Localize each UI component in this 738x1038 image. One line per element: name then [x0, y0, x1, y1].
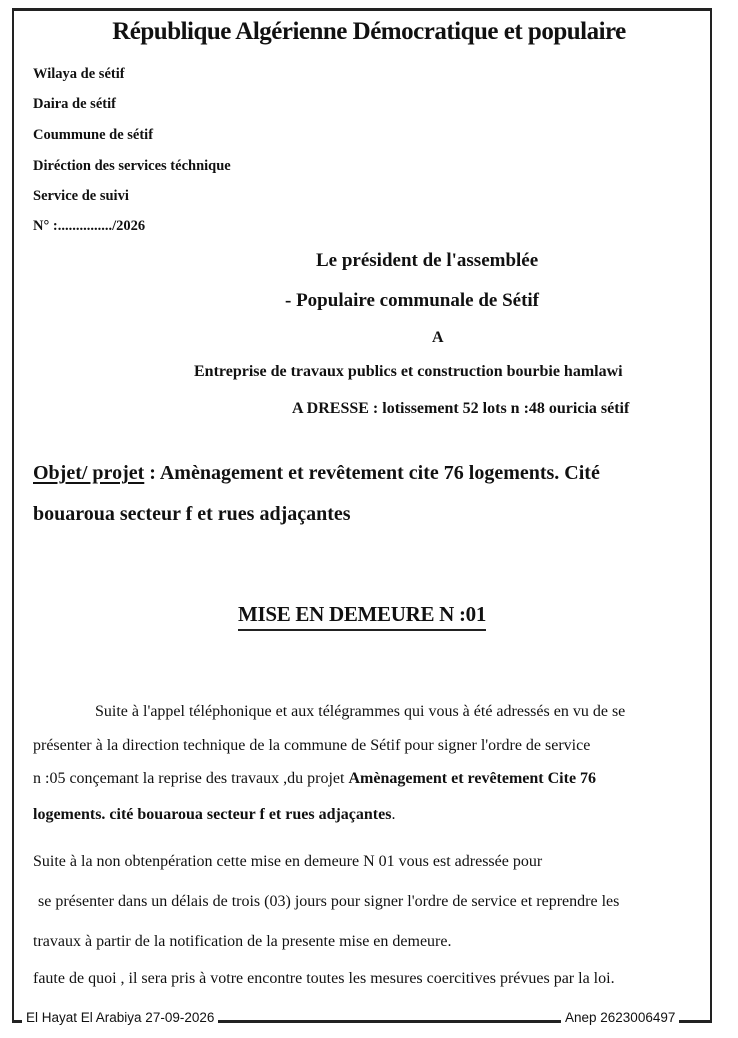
body-line-4-end: . [391, 806, 396, 823]
footer-publication: El Hayat El Arabiya 27-09-2026 [22, 1010, 218, 1025]
recipient-address: A DRESSE : lotissement 52 lots n :48 ouricia sétif [292, 400, 630, 417]
body-paragraph-3-line-1: faute de quoi , il sera pris à votre encontre toutes les mesures coercitives prévues par la loi. [33, 970, 615, 987]
body-paragraph-2-line-2: se présenter dans un délais de trois (03) jours pour signer l'ordre de service et reprendre les [38, 893, 620, 910]
recipient-company: Entreprise de travaux publics et construction bourbie hamlawi [194, 363, 623, 380]
header-reference-number: N° :.............../2026 [33, 218, 146, 234]
body-line-3-text: n :05 conçemant la reprise des travaux ,du projet [33, 770, 349, 787]
body-paragraph-1-line-1: Suite à l'appel téléphonique et aux télégrammes qui vous à été adressés en vu de se [95, 703, 626, 720]
recipient-to: A [432, 329, 444, 346]
body-line-4-project: logements. cité bouaroua secteur f et rues adjaçantes [33, 806, 392, 823]
body-paragraph-1-line-4 [33, 806, 395, 824]
header-direction: Diréction des services téchnique [33, 158, 231, 174]
sender-line-1: Le président de l'assemblée [316, 250, 539, 271]
subject-line-1 [33, 462, 600, 485]
header-service: Service de suivi [33, 188, 129, 204]
sender-line-2: - Populaire communale de Sétif [285, 290, 540, 311]
subject-line-2: bouaroua secteur f et rues adjaçantes [33, 503, 351, 525]
subject-text: : Amènagement et revêtement cite 76 logements. Cité [144, 462, 600, 484]
notice-title: MISE EN DEMEURE N :01 [238, 602, 486, 631]
document-title: République Algérienne Démocratique et populaire [112, 18, 626, 45]
body-paragraph-1-line-2: présenter à la direction technique de la commune de Sétif pour signer l'ordre de service [33, 737, 591, 754]
header-wilaya: Wilaya de sétif [33, 66, 125, 82]
footer-anep-reference: Anep 2623006497 [561, 1010, 679, 1025]
subject-label: Objet/ projet [33, 462, 145, 484]
body-paragraph-1-line-3 [33, 770, 596, 788]
body-paragraph-2-line-3: travaux à partir de la notification de la presente mise en demeure. [33, 933, 452, 950]
body-paragraph-2-line-1: Suite à la non obtenpération cette mise en demeure N 01 vous est adressée pour [33, 853, 543, 870]
body-line-3-project: Amènagement et revêtement Cite 76 [348, 770, 597, 787]
header-daira: Daira de sétif [33, 96, 116, 112]
header-commune: Coummune de sétif [33, 127, 154, 143]
